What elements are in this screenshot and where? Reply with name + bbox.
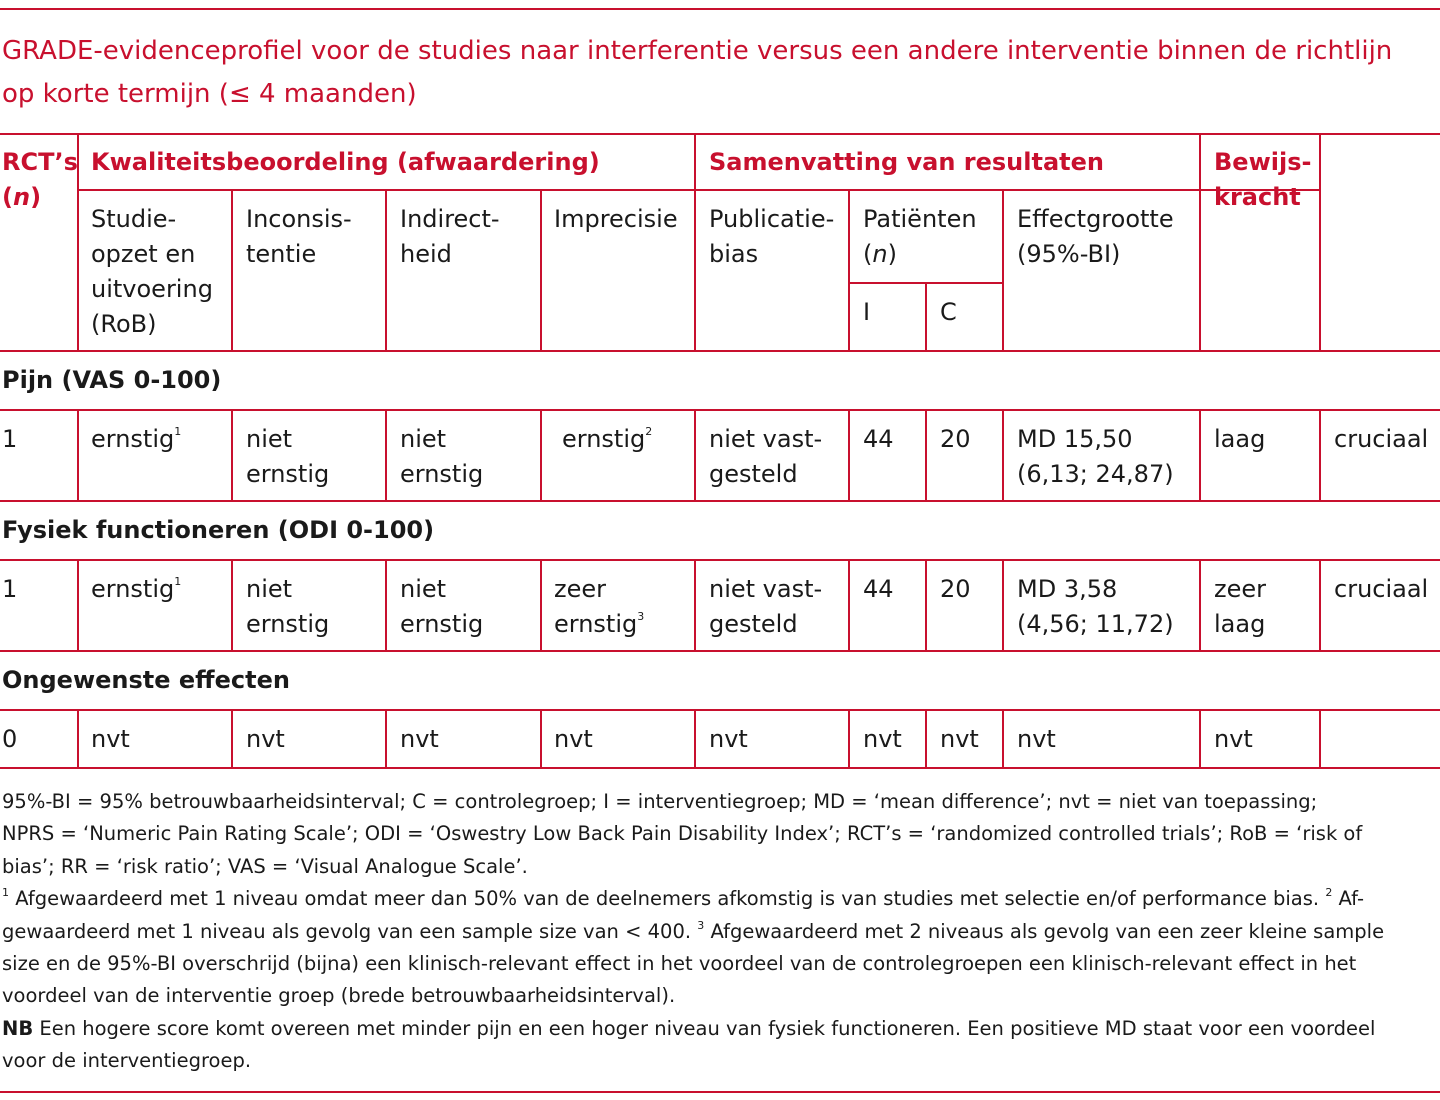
section1-line (0, 409, 1440, 411)
header-line: (RoB) (91, 310, 157, 338)
vline-row2 (77, 559, 79, 650)
vline-row3 (385, 709, 387, 767)
vline-row3 (231, 709, 233, 767)
row-publication: nvt (709, 725, 748, 753)
row-rcts: 1 (2, 425, 18, 453)
row-patients-i: 44 (863, 425, 894, 453)
row-design: ernstig$^1$ (91, 425, 182, 453)
vline-row2 (1199, 559, 1201, 650)
header-rcts (2, 145, 78, 215)
vline-row2 (1319, 559, 1321, 650)
vline-row3 (540, 709, 542, 767)
header-col-publication (709, 202, 834, 272)
header-evidence-line: Bewijs- (1214, 148, 1312, 176)
vline-row3 (925, 709, 927, 767)
vline-row1 (231, 409, 233, 500)
footnote-line: size en de 95%-BI overschrijd (bijna) een klinisch-relevant effect in het voordeel van de controlegroepen een klinisch-relevant effect in het (2, 952, 1357, 976)
row-patients-c: nvt (940, 725, 979, 753)
vline-row2 (540, 559, 542, 650)
row-evidence: laag (1214, 425, 1266, 453)
vline-row2 (694, 559, 696, 650)
vline-header (848, 189, 850, 350)
cell-line: (4,56; 11,72) (1017, 610, 1174, 638)
header-line: Studie- (91, 205, 177, 233)
header-line: tentie (246, 240, 317, 268)
vline-row1 (1199, 409, 1201, 500)
header-evidence-line: kracht (1214, 183, 1301, 211)
vline-header (694, 133, 696, 350)
row-patients-i: nvt (863, 725, 902, 753)
vline-row1 (385, 409, 387, 500)
header-col-patients-i: I (863, 298, 871, 326)
row-evidence: nvt (1214, 725, 1253, 753)
cell-line: gesteld (709, 460, 798, 488)
header-col-patients (863, 202, 977, 272)
abbreviations-line: 95%-BI = 95% betrouwbaarheidsinterval; C = controlegroep; I = interventiegroep; MD = ‘mean difference’; nvt = niet van toepassing; (2, 790, 1318, 813)
row2-bottom-line (0, 650, 1440, 652)
vline-row3 (848, 709, 850, 767)
vline-row3 (77, 709, 79, 767)
cell-line: MD 3,58 (1017, 575, 1118, 603)
row-imprecision: nvt (554, 725, 593, 753)
vline-row2 (231, 559, 233, 650)
row-inconsistency (246, 572, 329, 642)
section-title: Fysiek functioneren (ODI 0-100) (2, 516, 435, 544)
header-line: uitvoering (91, 275, 213, 303)
cell-line: (6,13; 24,87) (1017, 460, 1174, 488)
section3-line (0, 709, 1440, 711)
row-imprecision (554, 572, 644, 642)
vline-row1 (1002, 409, 1004, 500)
section2-line (0, 559, 1440, 561)
vline-row3 (1002, 709, 1004, 767)
row-importance: cruciaal (1334, 575, 1429, 603)
header-line: Imprecisie (554, 205, 678, 233)
cell-line: zeer (554, 575, 606, 603)
header-line: opzet en (91, 240, 196, 268)
vline-header (1199, 133, 1201, 350)
cell-line: niet (400, 575, 447, 603)
row-indirectness (400, 572, 483, 642)
row-design: nvt (91, 725, 130, 753)
cell-line: laag (1214, 610, 1266, 638)
row-patients-i: 44 (863, 575, 894, 603)
vline-row3 (1319, 709, 1321, 767)
abbreviations-line: bias’; RR = ‘risk ratio’; VAS = ‘Visual Analogue Scale’. (2, 854, 528, 878)
cell-line: niet (246, 575, 293, 603)
row-inconsistency (246, 422, 329, 492)
cell-line: niet (246, 425, 293, 453)
vline-header (1319, 133, 1321, 350)
header-group-quality: Kwaliteitsbeoordeling (afwaardering) (91, 148, 600, 176)
header-line: bias (709, 240, 759, 268)
footnote-line: voordeel van de interventie groep (brede betrouwbaarheidsinterval). (2, 984, 676, 1008)
vline-row2 (925, 559, 927, 650)
row-evidence (1214, 572, 1266, 642)
vline-row2 (1002, 559, 1004, 650)
header-evidence (1214, 145, 1311, 215)
vline-row1 (77, 409, 79, 500)
table-top-line (0, 133, 1440, 135)
header-line: Effectgrootte (1017, 205, 1174, 233)
nb-line: NB Een hogere score komt overeen met minder pijn en een hoger niveau van fysiek functioneren. Een positieve MD staat voor een voordeel (2, 1016, 1376, 1040)
header-rcts-label: RCT’s (2, 148, 78, 176)
header-col-inconsistency (246, 202, 352, 272)
vline-header (1002, 189, 1004, 350)
row-importance: cruciaal (1334, 425, 1429, 453)
row-imprecision: ernstig$^2$ (562, 425, 653, 453)
row-publication (709, 422, 822, 492)
section-title: Pijn (VAS 0-100) (2, 366, 222, 394)
header-rcts-n: (n) (2, 183, 42, 211)
vline-row1 (694, 409, 696, 500)
row-design: ernstig$^1$ (91, 575, 182, 603)
row-patients-c: 20 (940, 425, 971, 453)
header-col-indirectness (400, 202, 500, 272)
header-line: Patiënten (863, 205, 977, 233)
section-title: Ongewenste effecten (2, 666, 290, 694)
cell-line: ernstig (246, 610, 330, 638)
footnote-line: $^1$ Afgewaardeerd met 1 niveau omdat meer dan 50% van de deelnemers afkomstig is van studies met selectie en/of performance bias. $^2$ Af- (2, 886, 1365, 911)
nb-line: voor de interventiegroep. (2, 1049, 252, 1073)
cell-line: niet vast- (709, 425, 823, 453)
vline-row1 (925, 409, 927, 500)
vline-row1 (540, 409, 542, 500)
cell-line: gesteld (709, 610, 798, 638)
header-line: heid (400, 240, 452, 268)
vline-row3 (1199, 709, 1201, 767)
vline-row2 (848, 559, 850, 650)
header-col-effect (1017, 202, 1174, 272)
header-col-patients-c: C (940, 298, 957, 326)
header-col-imprecision (554, 202, 678, 237)
cell-line: ernstig (400, 460, 484, 488)
row-publication (709, 572, 822, 642)
vline-header (925, 282, 927, 350)
cell-line: zeer (1214, 575, 1266, 603)
row-effect: nvt (1017, 725, 1056, 753)
vline-header (540, 189, 542, 350)
vline-header (231, 189, 233, 350)
top-rule (0, 8, 1440, 10)
vline-header (385, 189, 387, 350)
header-line: Indirect- (400, 205, 500, 233)
cell-line: ernstig (246, 460, 330, 488)
header-col-design (91, 202, 213, 342)
row-rcts: 0 (2, 725, 18, 753)
header-line: (n) (863, 240, 897, 268)
row-indirectness (400, 422, 483, 492)
vline-row1 (848, 409, 850, 500)
cell-line: ernstig (400, 610, 484, 638)
header-line: Inconsis- (246, 205, 352, 233)
vline-row2 (385, 559, 387, 650)
cell-line: MD 15,50 (1017, 425, 1133, 453)
table-notes (2, 786, 1436, 1078)
table-bottom-line (0, 767, 1440, 769)
row-effect (1017, 572, 1174, 642)
header-line: Publicatie- (709, 205, 835, 233)
row1-bottom-line (0, 500, 1440, 502)
abbreviations-line: NPRS = ‘Numeric Pain Rating Scale’; ODI = ‘Oswestry Low Back Pain Disability Index’; RCT’s = ‘randomized controlled trials’; RoB = ‘risk of (2, 822, 1363, 846)
header-bottom-line (0, 350, 1440, 352)
header-group-results: Samenvatting van resultaten (709, 148, 1104, 176)
vline-row3 (694, 709, 696, 767)
cell-line: ernstig$^3$ (554, 610, 645, 638)
row-indirectness: nvt (400, 725, 439, 753)
row-effect (1017, 422, 1174, 492)
row-rcts: 1 (2, 575, 18, 603)
header-line: (95%-BI) (1017, 240, 1121, 268)
cell-line: niet (400, 425, 447, 453)
row-patients-c: 20 (940, 575, 971, 603)
footnote-line: gewaardeerd met 1 niveau als gevolg van een sample size van < 400. $^3$ Afgewaardeerd met 2 niveaus als gevolg van een zeer kleine sample (2, 918, 1385, 943)
table-caption: GRADE-evidenceprofiel voor de studies naar interferentie versus een andere interventie binnen de richtlijn op korte termijn (≤ 4 maanden) (2, 36, 1393, 109)
header-subline (77, 189, 1321, 191)
bottom-rule (0, 1091, 1440, 1093)
row-inconsistency: nvt (246, 725, 285, 753)
vline-row1 (1319, 409, 1321, 500)
cell-line: niet vast- (709, 575, 823, 603)
